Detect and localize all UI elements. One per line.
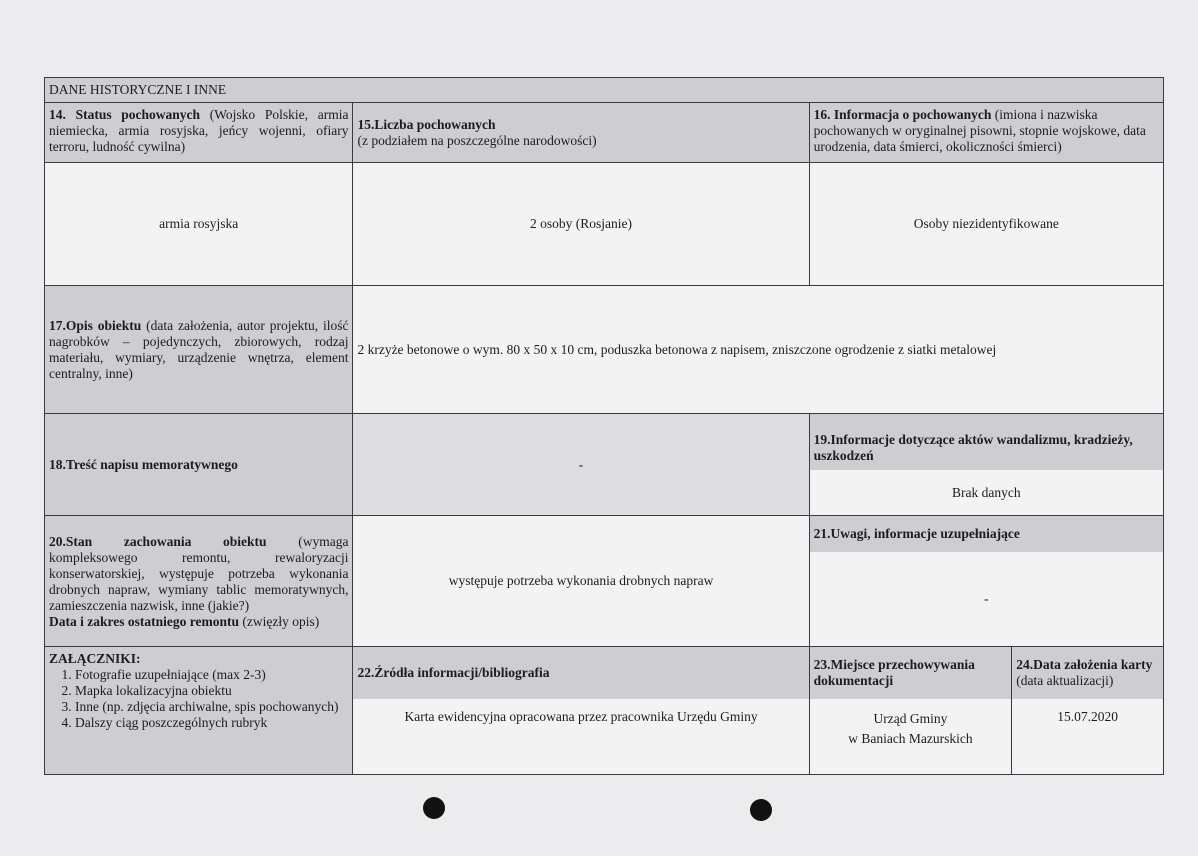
field-20-value: występuje potrzeba wykonania drobnych napraw bbox=[352, 516, 808, 646]
field-18-label: 18.Treść napisu memoratywnego bbox=[45, 414, 352, 515]
field-23 bbox=[809, 647, 1012, 774]
row-values-14-16 bbox=[45, 162, 1163, 285]
field-24-value: 15.07.2020 bbox=[1057, 709, 1118, 724]
field-15-label: 15.Liczba pochowanych (z podziałem na poszczególne narodowości) bbox=[352, 103, 808, 162]
row-20-21 bbox=[45, 515, 1163, 646]
field-15-value: 2 osoby (Rosjanie) bbox=[352, 163, 808, 285]
field-16-value: Osoby niezidentyfikowane bbox=[809, 163, 1163, 285]
field-22 bbox=[352, 647, 808, 774]
row-18-19 bbox=[45, 413, 1163, 515]
field-21-label: 21.Uwagi, informacje uzupełniające bbox=[810, 516, 1163, 552]
field-16-label: 16. Informacja o pochowanych (imiona i nazwiska pochowanych w oryginalnej pisowni, stopnie wojskowe, data urodzenia, data śmierci, okoliczności śmierci) bbox=[809, 103, 1163, 162]
attachment-item: 2. Mapka lokalizacyjna obiektu bbox=[75, 683, 348, 699]
attachments-title: ZAŁĄCZNIKI: bbox=[49, 651, 141, 666]
field-19-value: Brak danych bbox=[952, 484, 1021, 500]
field-24-label: 24.Data założenia karty (data aktualizacji) bbox=[1012, 647, 1163, 699]
field-21-value: - bbox=[984, 591, 989, 606]
field-22-value: Karta ewidencyjna opracowana przez pracownika Urzędu Gminy bbox=[404, 709, 758, 724]
attachment-item: 4. Dalszy ciąg poszczególnych rubryk bbox=[75, 715, 348, 731]
punch-hole bbox=[750, 799, 772, 821]
field-23-label: 23.Miejsce przechowywania dokumentacji bbox=[810, 647, 1012, 699]
row-labels-14-16 bbox=[45, 102, 1163, 162]
field-22-label: 22.Źródła informacji/bibliografia bbox=[353, 647, 808, 699]
field-24 bbox=[1011, 647, 1163, 774]
row-17 bbox=[45, 285, 1163, 413]
field-14-label: 14. Status pochowanych (Wojsko Polskie, armia niemiecka, armia rosyjska, jeńcy wojenni, ofiary terroru, ludność cywilna) bbox=[45, 103, 352, 162]
field-19 bbox=[809, 414, 1163, 515]
historical-data-form bbox=[44, 77, 1164, 775]
field-19-label: 19.Informacje dotyczące aktów wandalizmu, kradzieży, uszkodzeń bbox=[810, 414, 1163, 470]
field-23-value: Urząd Gminy w Baniach Mazurskich bbox=[848, 711, 973, 746]
field-21 bbox=[809, 516, 1163, 646]
section-header: DANE HISTORYCZNE I INNE bbox=[45, 78, 1163, 102]
attachment-item: 3. Inne (np. zdjęcia archiwalne, spis pochowanych) bbox=[75, 699, 348, 715]
field-14-value: armia rosyjska bbox=[159, 216, 239, 231]
field-17-value: 2 krzyże betonowe o wym. 80 x 50 x 10 cm, poduszka betonowa z napisem, zniszczone ogrodzenie z siatki metalowej bbox=[352, 286, 1163, 413]
attachments-list bbox=[49, 667, 348, 731]
row-attachments bbox=[45, 646, 1163, 774]
field-18-value: - bbox=[352, 414, 808, 515]
attachment-item: 1. Fotografie uzupełniające (max 2-3) bbox=[75, 667, 348, 683]
section-header-row bbox=[45, 78, 1163, 102]
punch-hole bbox=[423, 797, 445, 819]
field-20-label: 20.Stan zachowania obiektu (wymaga kompleksowego remontu, rewaloryzacji konserwatorskiej, występuje potrzeba wykonania drobnych napraw, wymiany tablic memoratywnych, zamieszczenia nazwisk, inne (jakie?) Data i zakres ostatniego remontu (zwięzły opis) bbox=[45, 516, 352, 646]
attachments bbox=[45, 647, 352, 774]
field-17-label: 17.Opis obiektu (data założenia, autor projektu, ilość nagrobków – pojedynczych, zbiorowych, rodzaj materiału, wymiary, urządzenie wnętrza, element centralny, inne) bbox=[45, 286, 352, 413]
